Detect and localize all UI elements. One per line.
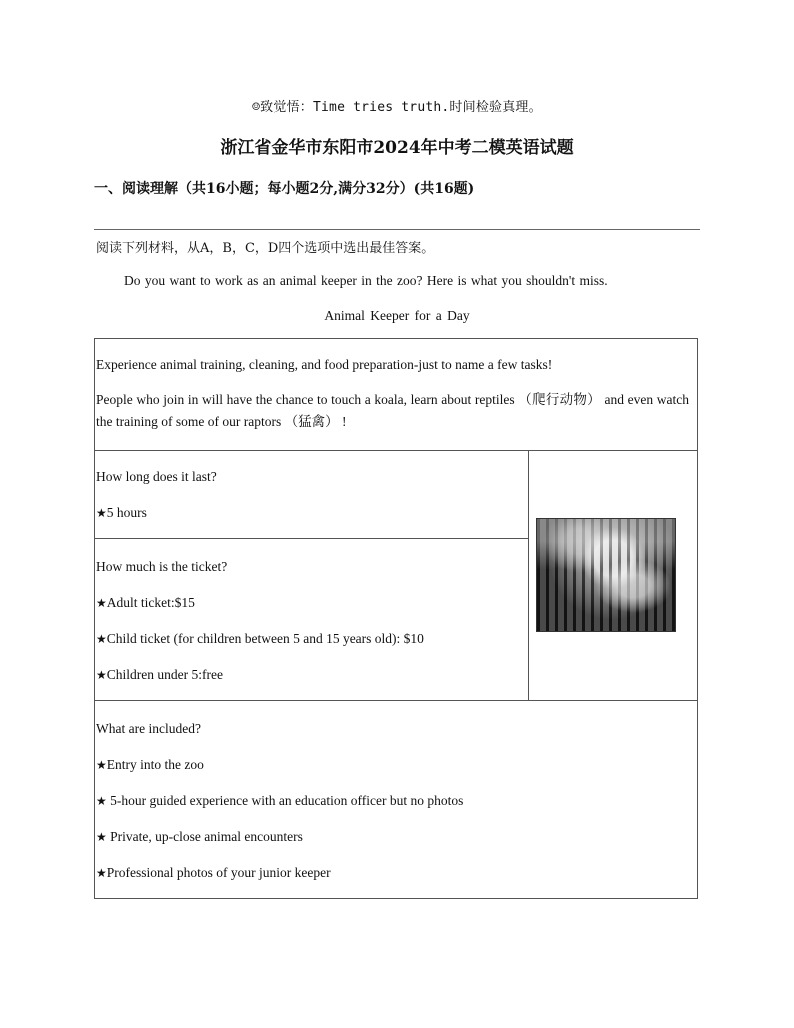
star-bullet-icon: ★ [96,830,107,844]
included-answer-text: Private, up-close animal encounters [106,829,303,844]
ticket-answer-3 [96,665,528,685]
star-bullet-icon: ★ [96,866,107,880]
star-bullet-icon: ★ [96,794,107,808]
included-answer-3 [96,827,697,847]
ticket-cell [95,539,529,701]
animal-keeper-info-table [94,338,698,899]
ticket-answer-text: Children under 5:free [106,667,223,682]
included-cell [95,701,698,899]
included-answer-2 [96,791,697,811]
passage-title: Animal Keeper for a Day [324,308,470,323]
section-title: 一、阅读理解（共16小题；每小题2分,满分32分）(共16题) [94,181,475,197]
photo-cell [528,451,697,701]
motto-line: ☺致觉悟：Time tries truth.时间检验真理。 [252,100,542,115]
included-question: What are included? [96,721,201,736]
star-bullet-icon: ★ [96,632,107,646]
overview-line-1: Experience animal training, cleaning, and food preparation-just to name a few tasks! [96,357,553,372]
included-answer-4 [96,863,697,883]
exam-title: 浙江省金华市东阳市2024年中考二模英语试题 [220,138,574,158]
overview-line-2: People who join in will have the chance to touch a koala, learn about reptiles （爬行动物） and even watch the training of some of our raptors （猛禽） ! [96,392,689,429]
reading-instruction: 阅读下列材料，从A，B，C，D四个选项中选出最佳答案。 [96,241,435,256]
star-bullet-icon: ★ [96,506,107,520]
ticket-answer-text: Child ticket (for children between 5 and 15 years old): $10 [106,631,424,646]
section-divider [94,229,700,230]
passage-intro: Do you want to work as an animal keeper in the zoo? Here is what you shouldn't miss. [124,273,608,288]
ticket-answer-1 [96,593,528,613]
duration-answer-text: 5 hours [106,505,147,520]
duration-answer-1 [96,503,528,523]
ticket-question: How much is the ticket? [96,559,228,574]
star-bullet-icon: ★ [96,668,107,682]
included-answer-text: Professional photos of your junior keeper [106,865,331,880]
duration-cell [95,451,529,539]
star-bullet-icon: ★ [96,758,107,772]
ticket-answer-text: Adult ticket:$15 [106,595,195,610]
duration-question: How long does it last? [96,469,217,484]
included-answer-1 [96,755,697,775]
photo-highlight [537,519,675,631]
included-answer-text: 5-hour guided experience with an education officer but no photos [106,793,464,808]
zoo-keeper-tiger-photo-icon [536,518,676,632]
overview-cell [95,339,698,451]
star-bullet-icon: ★ [96,596,107,610]
ticket-answer-2 [96,629,528,649]
included-answer-text: Entry into the zoo [106,757,204,772]
